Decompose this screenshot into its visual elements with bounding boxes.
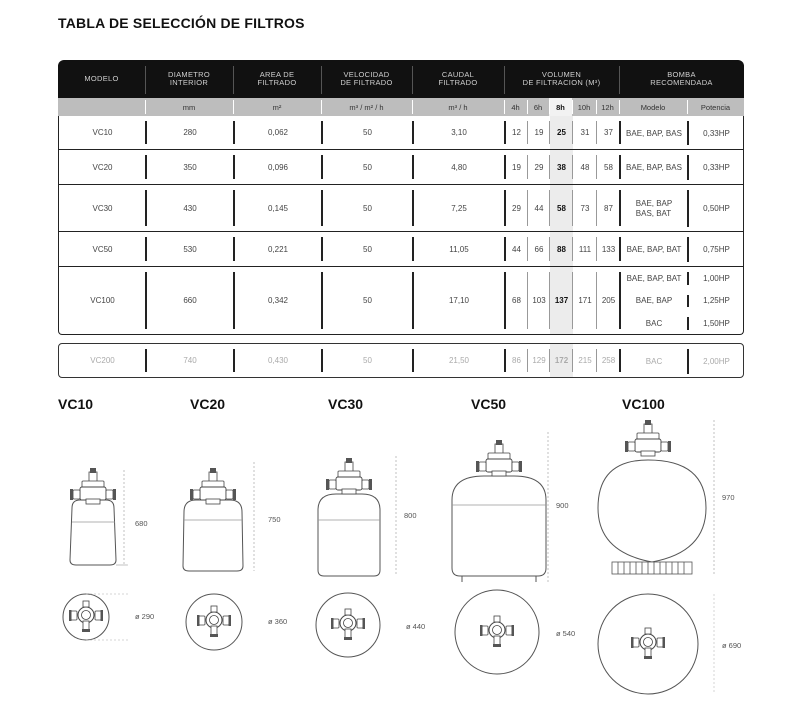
cell-bomba-potencia: 0,75HP (703, 245, 730, 254)
cell-h12: 87 (604, 203, 613, 213)
unit-velocidad: m³ / m² / h (349, 102, 384, 112)
cell-diametro: 280 (183, 128, 197, 137)
cell-area: 0,342 (267, 296, 289, 305)
cell-h12: 58 (604, 162, 613, 172)
cell-h10: 215 (578, 356, 592, 365)
cell-modelo: VC200 (90, 356, 115, 365)
diameter-label-vc100: ø 690 (722, 641, 742, 650)
filter-side-view-vc100 (598, 420, 714, 574)
cell-area: 0,062 (267, 128, 289, 137)
cell-h4: 44 (512, 244, 521, 254)
cell-area: 0,430 (267, 356, 289, 365)
unit-diametro: mm (182, 102, 196, 112)
cell-diametro: 530 (183, 244, 197, 254)
cell-caudal: 11,05 (449, 244, 469, 254)
page-title: TABLA DE SELECCIÓN DE FILTROS (58, 15, 305, 31)
cell-bomba-modelo: BAE, BAP, BAT (626, 273, 682, 283)
filter-side-view-vc50 (452, 432, 548, 582)
cell-h10: 171 (578, 296, 592, 305)
cell-caudal: 21,50 (448, 356, 470, 365)
cell-bomba-potencia: 0,50HP (703, 204, 730, 213)
unit-10h: 10h (577, 102, 591, 112)
cell-velocidad: 50 (363, 128, 372, 137)
cell-h6: 29 (534, 162, 544, 172)
cell-modelo: VC50 (92, 244, 113, 254)
cell-bomba-potencia: 0,33HP (703, 128, 730, 138)
header-volumen: VOLUMEN DE FILTRACION (M³) (522, 70, 601, 87)
cell-modelo: VC30 (92, 203, 113, 213)
cell-modelo: VC10 (92, 128, 113, 137)
filter-title-vc50: VC50 (471, 396, 507, 412)
cell-bomba-potencia: 2,00HP (703, 357, 730, 366)
height-label-vc30: 800 (404, 511, 417, 520)
cell-diametro: 740 (183, 356, 197, 365)
cell-h8: 172 (554, 356, 569, 365)
height-label-vc20: 750 (268, 515, 281, 524)
diameter-label-vc30: ø 440 (406, 622, 426, 631)
cell-diametro: 430 (183, 203, 197, 213)
cell-h10: 111 (578, 244, 592, 254)
cell-h8: 25 (557, 128, 566, 137)
cell-h8: 38 (557, 162, 566, 172)
height-label-vc50: 900 (556, 501, 569, 510)
cell-bomba-modelo: BAE, BAP, BAS (626, 163, 682, 172)
filter-title-vc30: VC30 (328, 396, 364, 412)
cell-bomba-potencia: 0,33HP (703, 163, 730, 172)
cell-h4: 29 (512, 203, 521, 213)
cell-h6: 103 (532, 296, 546, 305)
cell-caudal: 17,10 (448, 296, 470, 305)
cell-velocidad: 50 (363, 203, 372, 213)
filter-side-view-vc10 (70, 468, 128, 565)
diameter-label-vc50: ø 540 (556, 629, 576, 638)
cell-velocidad: 50 (363, 162, 372, 172)
cell-velocidad: 50 (363, 356, 372, 365)
cell-h6: 44 (534, 203, 544, 213)
filter-top-view-vc30 (316, 593, 380, 657)
cell-diametro: 660 (183, 296, 197, 305)
cell-modelo: VC20 (92, 162, 113, 172)
diameter-label-vc10: ø 290 (135, 612, 155, 621)
cell-area: 0,145 (267, 203, 289, 213)
header-velocidad: VELOCIDAD DE FILTRADO (340, 70, 393, 87)
cell-h8: 58 (557, 203, 566, 213)
cell-caudal: 4,80 (451, 162, 467, 172)
cell-h12: 133 (601, 244, 616, 254)
cell-h10: 31 (580, 128, 590, 137)
cell-area: 0,221 (267, 244, 289, 254)
cell-bomba-modelo: BAE, BAP, BAT (626, 245, 682, 254)
unit-12h: 12h (601, 102, 614, 112)
height-label-vc100: 970 (722, 493, 735, 502)
cell-bomba-potencia: 1,50HP (703, 319, 730, 329)
cell-velocidad: 50 (363, 296, 372, 305)
filter-side-view-vc20 (183, 462, 254, 571)
header-caudal: CAUDAL FILTRADO (438, 70, 478, 87)
unit-caudal: m³ / h (448, 102, 468, 112)
filter-top-view-vc50 (455, 590, 539, 674)
header-area: AREA DE FILTRADO (257, 70, 297, 87)
filter-title-vc100: VC100 (622, 396, 665, 412)
cell-bomba-modelo: BAE, BAP BAS, BAT (635, 198, 673, 218)
cell-h4: 19 (512, 162, 521, 172)
filter-title-vc20: VC20 (190, 396, 226, 412)
cell-h10: 73 (580, 203, 590, 213)
filter-top-view-vc10 (63, 594, 128, 640)
height-label-vc10: 680 (135, 519, 148, 528)
unit-modelo-bomba: Modelo (640, 102, 666, 112)
cell-area: 0,096 (267, 162, 289, 172)
cell-h12: 205 (601, 296, 616, 305)
unit-6h: 6h (533, 102, 543, 112)
cell-h6: 66 (534, 244, 544, 254)
cell-h8: 88 (557, 244, 566, 254)
unit-potencia: Potencia (700, 102, 731, 112)
header-diametro: DIAMETRO INTERIOR (168, 70, 210, 87)
cell-bomba-modelo: BAE, BAP (635, 296, 673, 306)
cell-modelo: VC100 (90, 296, 115, 305)
unit-area: m² (272, 102, 282, 112)
cell-h12: 258 (601, 356, 616, 365)
cell-caudal: 7,25 (451, 203, 467, 213)
filter-top-view-vc100 (598, 594, 714, 694)
unit-4h: 4h (511, 102, 520, 112)
header-modelo: MODELO (84, 74, 119, 83)
cell-h10: 48 (580, 162, 590, 172)
unit-8h: 8h (549, 98, 572, 116)
cell-bomba-potencia: 1,25HP (703, 296, 730, 306)
cell-h4: 68 (512, 296, 521, 305)
diameter-label-vc20: ø 360 (268, 617, 288, 626)
cell-h4: 12 (512, 128, 521, 137)
cell-bomba-potencia: 1,00HP (703, 273, 730, 283)
cell-h4: 86 (512, 356, 521, 365)
cell-h6: 19 (534, 128, 544, 137)
filter-side-view-vc30 (318, 456, 396, 576)
filter-title-vc10: VC10 (58, 396, 94, 412)
cell-h8: 137 (554, 296, 569, 305)
cell-h6: 129 (532, 356, 546, 365)
cell-bomba-modelo: BAE, BAP, BAS (626, 128, 682, 138)
cell-caudal: 3,10 (451, 128, 467, 137)
filter-top-view-vc20 (186, 594, 242, 650)
header-bomba: BOMBA RECOMENDADA (650, 70, 713, 87)
cell-bomba-modelo: BAC (645, 357, 663, 366)
cell-bomba-modelo: BAC (645, 319, 663, 329)
cell-diametro: 350 (183, 162, 197, 172)
cell-velocidad: 50 (363, 244, 372, 254)
cell-h12: 37 (604, 128, 613, 137)
